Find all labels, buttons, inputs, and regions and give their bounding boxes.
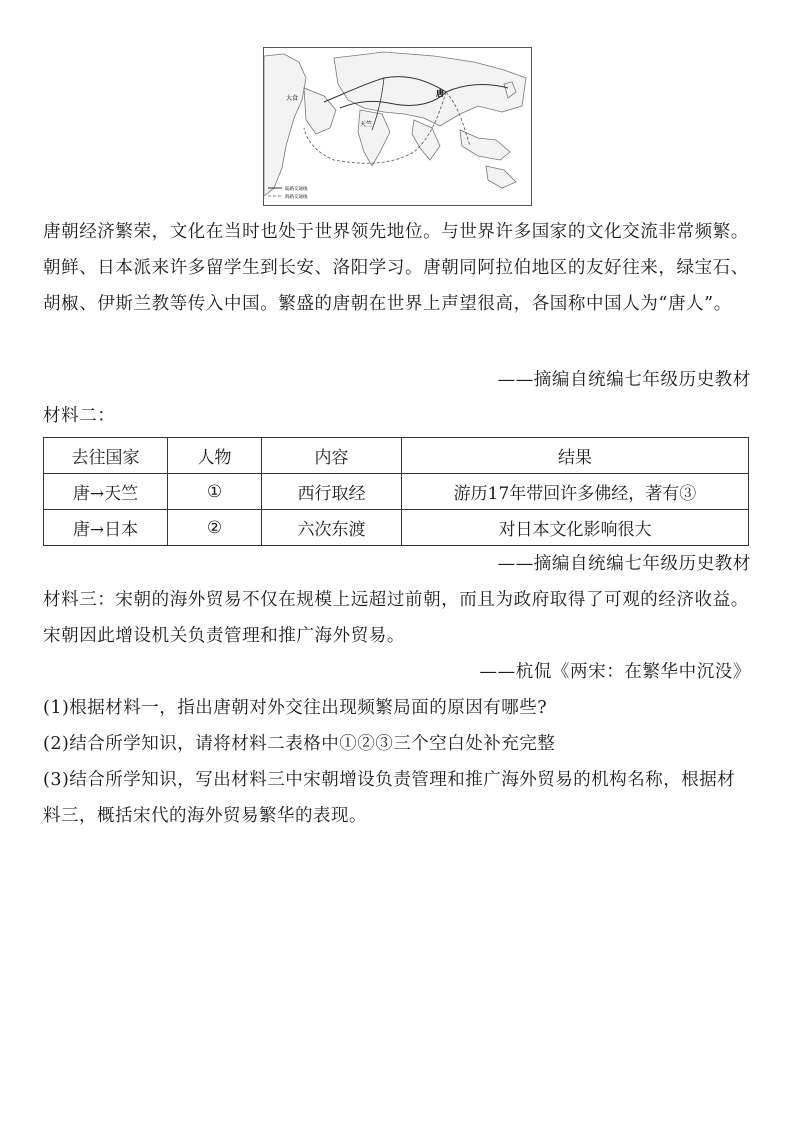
material3-source: ——杭侃《两宋：在繁华中沉没》	[479, 662, 751, 682]
map-label-dashi: 大食	[286, 95, 299, 102]
table-cell: ①	[168, 474, 262, 510]
table-cell: 游历17年带回许多佛经，著有③	[402, 474, 749, 510]
question-2: (2)结合所学知识，请将材料二表格中①②③三个空白处补充完整	[43, 734, 556, 754]
map-label-tang: 唐	[436, 89, 444, 98]
legend-sea-label: 海路交通线	[285, 195, 308, 200]
table-cell: 唐→日本	[44, 510, 168, 546]
table-header-cell: 结果	[402, 438, 749, 474]
question-1: (1)根据材料一，指出唐朝对外交往出现频繁局面的原因有哪些?	[43, 698, 548, 718]
table-cell: 六次东渡	[262, 510, 402, 546]
map-graphic	[264, 48, 531, 205]
table-cell: 唐→天竺	[44, 474, 168, 510]
material3-text: 材料三：宋朝的海外贸易不仅在规模上远超过前朝，而且为政府取得了可观的经济收益。宋朝因此增设机关负责管理和推广海外贸易。	[43, 590, 749, 646]
material2-table	[43, 437, 749, 546]
question-3: (3)结合所学知识，写出材料三中宋朝增设负责管理和推广海外贸易的机构名称，根据材料三，概括宋代的海外贸易繁华的表现。	[43, 770, 736, 826]
table-row	[44, 474, 749, 510]
table-header-cell: 去往国家	[44, 438, 168, 474]
material1-source: ——摘编自统编七年级历史教材	[497, 370, 751, 390]
table-cell: 对日本文化影响很大	[402, 510, 749, 546]
table-cell: 西行取经	[262, 474, 402, 510]
table-header-row	[44, 438, 749, 474]
material2-heading: 材料二：	[43, 406, 116, 426]
table-header-cell: 人物	[168, 438, 262, 474]
material1-text: 唐朝经济繁荣，文化在当时也处于世界领先地位。与世界许多国家的文化交流非常频繁。朝鲜、日本派来许多留学生到长安、洛阳学习。唐朝同阿拉伯地区的友好往来，绿宝石、胡椒、伊斯兰教等传入中国。繁盛的唐朝在世界上声望很高，各国称中国人为“唐人”。	[43, 222, 749, 314]
table-row	[44, 510, 749, 546]
table-header-cell: 内容	[262, 438, 402, 474]
table-cell: ②	[168, 510, 262, 546]
map-label-tianzhu: 天竺	[360, 121, 373, 128]
material2-source: ——摘编自统编七年级历史教材	[497, 554, 751, 574]
historical-map	[263, 47, 532, 206]
legend-land-label: 陆路交通线	[285, 187, 308, 192]
